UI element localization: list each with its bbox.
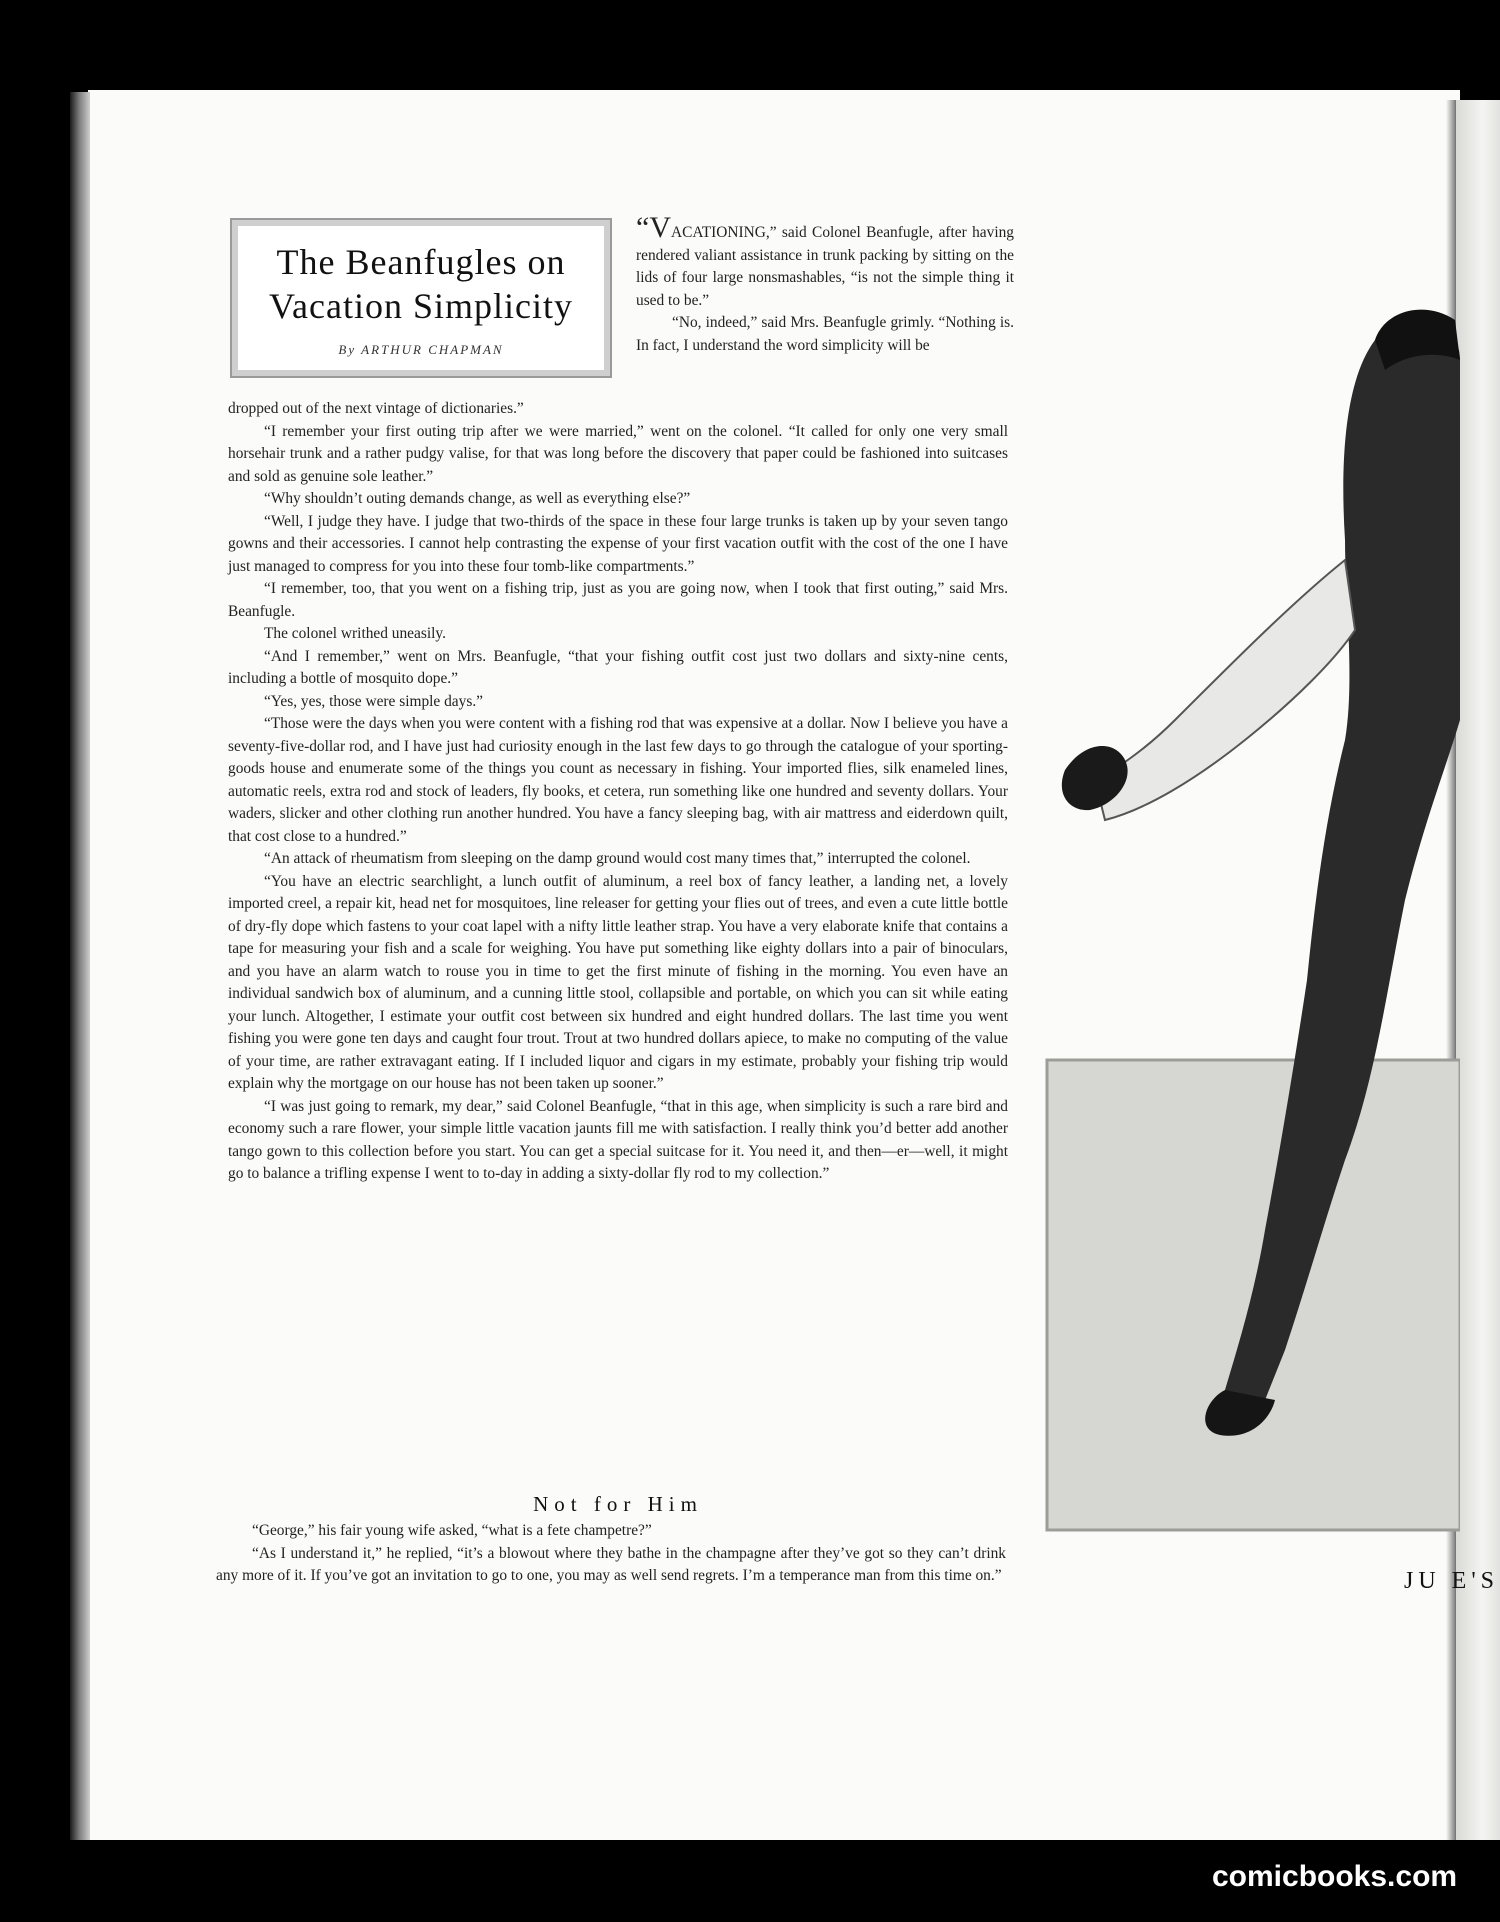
body-paragraph: “I remember your first outing trip after we were married,” went on the colonel. “It called for only one very small horsehair trunk and a rather pudgy valise, for that was long before the discovery that paper could be fashioned into suitcases and sold as genuine sole leather.” [228,422,1008,485]
figure-arm [1095,560,1355,820]
body-paragraph: “As I understand it,” he replied, “it’s a blowout where they bathe in the champagne after they’ve got so they can’t drink any more of it. If you’ve got an invitation to go to one, you may as well send regrets. I’m a temperance man from this time on.” [216,1544,1006,1584]
body-paragraph: “I remember, too, that you went on a fishing trip, just as you are going now, when I took that first outing,” said Mrs. Beanfugle. [228,580,1008,620]
intro-paragraph-1 [636,211,1014,312]
body-paragraph: “You have an electric searchlight, a lunch outfit of aluminum, a reel box of fancy leather, a landing net, a lovely imported creel, a repair kit, head net for mosquitoes, line releaser for getting your flies out of trees, and even a cute little bottle of dry-fly dope which fastens to your coat lapel with a nifty little leather strap. You have a very elaborate knife that contains a tape for measuring your fish and a scale for weighing. You have put something like eighty dollars into a pair of binoculars, and you have an alarm watch to rouse you in time to get the first minute of fishing in the morning. You even have an individual sandwich box of aluminum, and a cunning little stool, collapsible and portable, on which you can sit while eating your lunch. Altogether, I estimate your outfit cost between six hundred and eight hundred dollars. The last time you went fishing you were gone ten days and caught four trout. Trout at two hundred dollars apiece, to make no computing of the value of your time, are rather extravagant eating. If I included liquor and cigars in my estimate, probably your fishing trip would explain why the mortgage on our house has not been taken up sooner.” [228,872,1008,1092]
intro-column [636,211,1014,357]
body-paragraph: “George,” his fair young wife asked, “what is a fete champetre?” [252,1522,652,1539]
intro-paragraph-2: “No, indeed,” said Mrs. Beanfugle grimly. “Nothing is. In fact, I understand the word simplicity will be [636,314,1014,354]
watermark: comicbooks.com [1212,1860,1458,1893]
page-spine-shadow [70,92,90,1840]
drop-cap: “V [636,211,671,244]
body-paragraph: “Why shouldn’t outing demands change, as well as everything else?” [264,490,691,507]
body-paragraph: dropped out of the next vintage of dictionaries.” [228,400,524,417]
body-paragraph: “And I remember,” went on Mrs. Beanfugle, “that your fishing outfit cost just two dollars and sixty-nine cents, including a bottle of mosquito dope.” [228,647,1008,687]
body-paragraph: “Well, I judge they have. I judge that two-thirds of the space in these four large trunks is taken up by your seven tango gowns and their accessories. I cannot help contrasting the expense of your first vacation outfit with the cost of the one I have just managed to compress for you into these four tomb-like compartments.” [228,512,1008,575]
article-title: The Beanfugles on Vacation Simplicity [269,242,573,326]
article-body [228,398,1008,1186]
body-paragraph: “I was just going to remark, my dear,” said Colonel Beanfugle, “that in this age, when simplicity is such a rare bird and economy such a rare flower, your simple little vacation jaunts fill me with satisfaction. I really think you’d better add another tango gown to this collection before you start. You can get a special suitcase for it. You need it, and then—er—well, it might go to balance a trifling expense I went to to-day in adding a sixty-dollar fly rod to my collection.” [228,1097,1008,1182]
byline: By ARTHUR CHAPMAN [338,342,504,357]
second-piece-body [216,1520,1006,1588]
body-paragraph: The colonel writhed uneasily. [264,625,446,642]
title-box [232,220,610,376]
figure-illustration [1045,300,1460,1540]
body-paragraph: “An attack of rheumatism from sleeping on the damp ground would cost many times that,” interrupted the colonel. [264,850,971,867]
second-piece-title: Not for Him [533,1492,703,1516]
body-paragraph: “Those were the days when you were content with a fishing rod that was expensive at a dollar. Now I believe you have a seventy-five-dollar rod, and I have just had curiosity enough in the last few days to go through the catalogue of your sporting-goods house and enumerate some of the things you count as necessary in fishing. Your imported flies, silk enameled lines, automatic reels, extra rod and stock of leaders, fly books, et cetera, run something like one hundred and seventy dollars. Your waders, slicker and other clothing run another hundred. You have a fancy sleeping bag, with air mattress and eiderdown quilt, that cost close to a hundred.” [228,715,1008,845]
body-paragraph: “Yes, yes, those were simple days.” [264,692,483,710]
illustration-caption: JU E'S [1404,1568,1500,1594]
intro-text-1: ACATIONING,” said Colonel Beanfugle, after having rendered valiant assistance in trunk packing by sitting on the lids of four large nonsmashables, “is not the simple thing it used to be.” [636,224,1014,309]
